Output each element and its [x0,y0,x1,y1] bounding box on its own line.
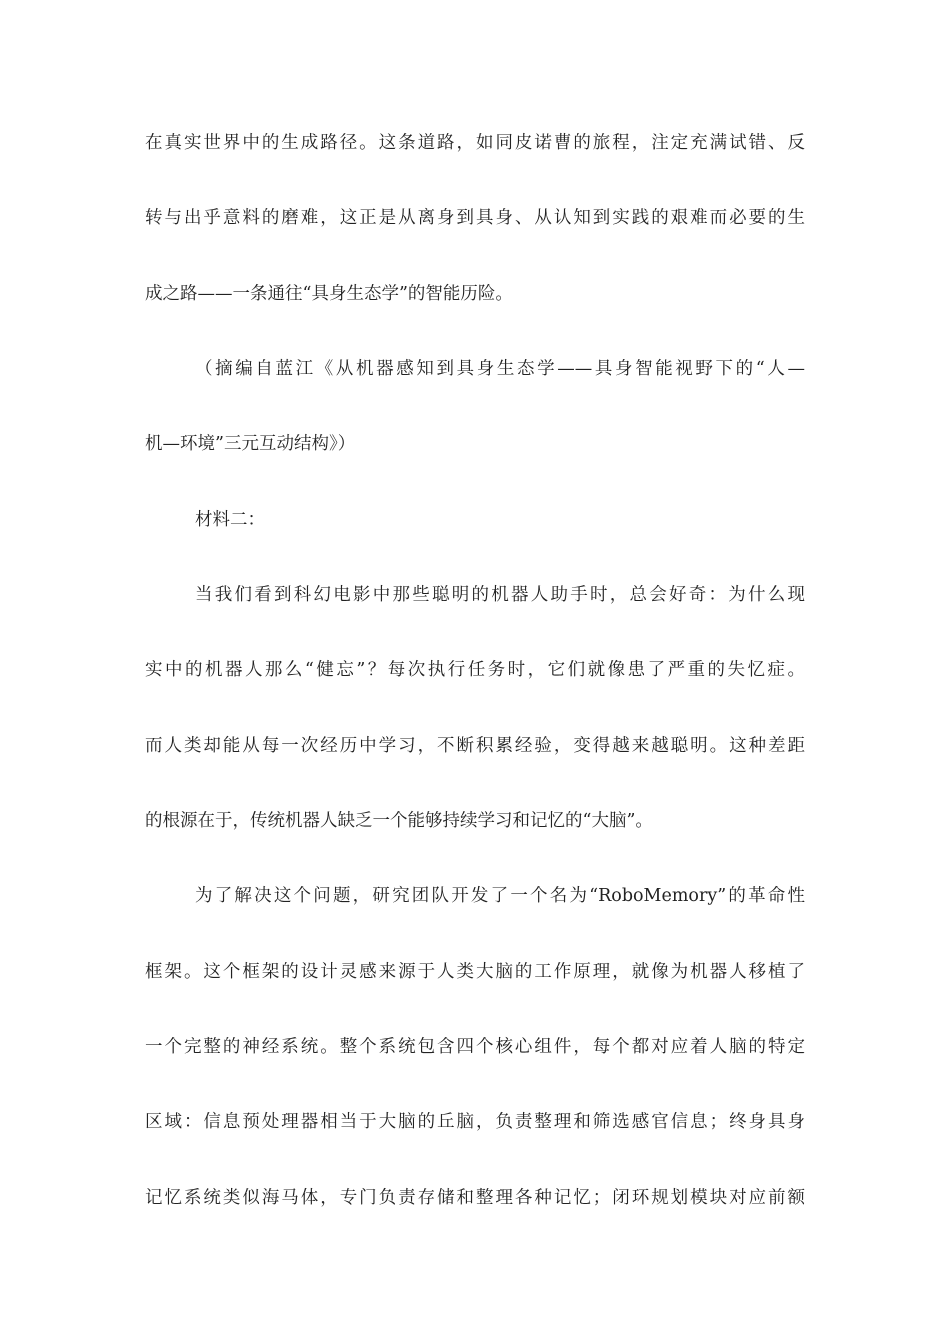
text-line: 实中的机器人那么“健忘”？每次执行任务时，它们就像患了严重的失忆症。 [145,660,805,680]
text-line: 的根源在于，传统机器人缺乏一个能够持续学习和记忆的“大脑”。 [145,811,653,831]
text-line: 当我们看到科幻电影中那些聪明的机器人助手时，总会好奇：为什么现 [195,585,805,605]
text-line: 记忆系统类似海马体，专门负责存储和整理各种记忆；闭环规划模块对应前额 [145,1188,805,1208]
text-line: 成之路——一条通往“具身生态学”的智能历险。 [145,284,513,304]
text-line: 在真实世界中的生成路径。这条道路，如同皮诺曹的旅程，注定充满试错、反 [145,133,805,153]
text-line: 为了解决这个问题，研究团队开发了一个名为“RoboMemory”的革命性 [195,886,805,906]
section-heading: 材料二： [195,510,265,530]
text-line: 而人类却能从每一次经历中学习，不断积累经验，变得越来越聪明。这种差距 [145,736,805,756]
text-line: 框架。这个框架的设计灵感来源于人类大脑的工作原理，就像为机器人移植了 [145,962,805,982]
text-line: 一个完整的神经系统。整个系统包含四个核心组件，每个都对应着人脑的特定 [145,1037,805,1057]
text-line: 区域：信息预处理器相当于大脑的丘脑，负责整理和筛选感官信息；终身具身 [145,1112,805,1132]
citation-line: 机—环境”三元互动结构》） [145,434,356,454]
text-line: 转与出乎意料的磨难，这正是从离身到具身、从认知到实践的艰难而必要的生 [145,208,805,228]
citation-line: （摘编自蓝江《从机器感知到具身生态学——具身智能视野下的“人— [195,359,805,379]
